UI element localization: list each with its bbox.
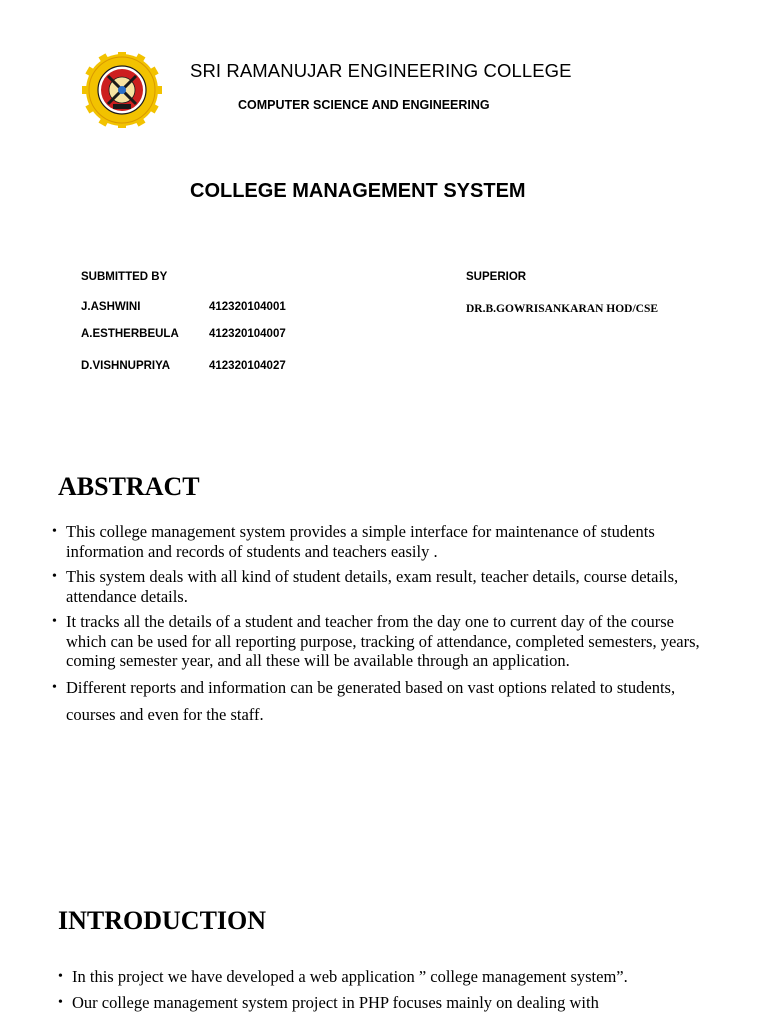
list-item — [58, 967, 708, 987]
submitted-by-label: SUBMITTED BY — [81, 271, 168, 283]
list-item — [52, 674, 714, 728]
list-item — [58, 993, 708, 1013]
bullet-icon: • — [52, 614, 57, 629]
introduction-heading: INTRODUCTION — [58, 906, 267, 935]
bullet-icon: • — [52, 524, 57, 539]
bullet-icon: • — [58, 994, 63, 1010]
college-seal-icon — [78, 52, 166, 128]
introduction-item-text: Our college management system project in PHP focuses mainly on dealing with — [72, 992, 599, 1012]
document-title: COLLEGE MANAGEMENT SYSTEM — [190, 180, 526, 202]
student-id: 412320104001 — [209, 301, 286, 313]
list-item — [52, 612, 714, 671]
superior-label: SUPERIOR — [466, 271, 527, 283]
superior-name: DR.B.GOWRISANKARAN HOD/CSE — [466, 303, 659, 315]
abstract-item-text: This system deals with all kind of student details, exam result, teacher details, course details, attendance details. — [66, 567, 679, 606]
student-id: 412320104027 — [209, 360, 286, 372]
college-name: SRI RAMANUJAR ENGINEERING COLLEGE — [190, 60, 572, 81]
student-name: A.ESTHERBEULA — [81, 328, 179, 340]
introduction-list — [58, 967, 708, 1018]
student-name: J.ASHWINI — [81, 301, 141, 313]
abstract-item-text: This college management system provides a simple interface for maintenance of students information and records of students and teachers easily . — [66, 522, 655, 561]
abstract-heading: ABSTRACT — [58, 472, 200, 501]
list-item — [52, 522, 714, 561]
abstract-list — [52, 522, 714, 734]
bullet-icon: • — [52, 569, 57, 584]
department-name: COMPUTER SCIENCE AND ENGINEERING — [238, 98, 490, 112]
student-name: D.VISHNUPRIYA — [81, 360, 171, 372]
introduction-item-text: In this project we have developed a web application ” college management system”. — [72, 967, 628, 986]
list-item — [52, 567, 714, 606]
bullet-icon: • — [52, 679, 57, 695]
bullet-icon: • — [58, 969, 63, 984]
college-logo — [78, 52, 166, 128]
abstract-item-text: It tracks all the details of a student and teacher from the day one to current day of the course which can be used for all reporting purpose, tracking of attendance, completed semesters, years, coming semester year, and all these will be available through an application. — [66, 612, 700, 670]
abstract-item-text: Different reports and information can be generated based on vast options related to students, courses and even for the staff. — [66, 677, 676, 724]
student-id: 412320104007 — [209, 328, 286, 340]
